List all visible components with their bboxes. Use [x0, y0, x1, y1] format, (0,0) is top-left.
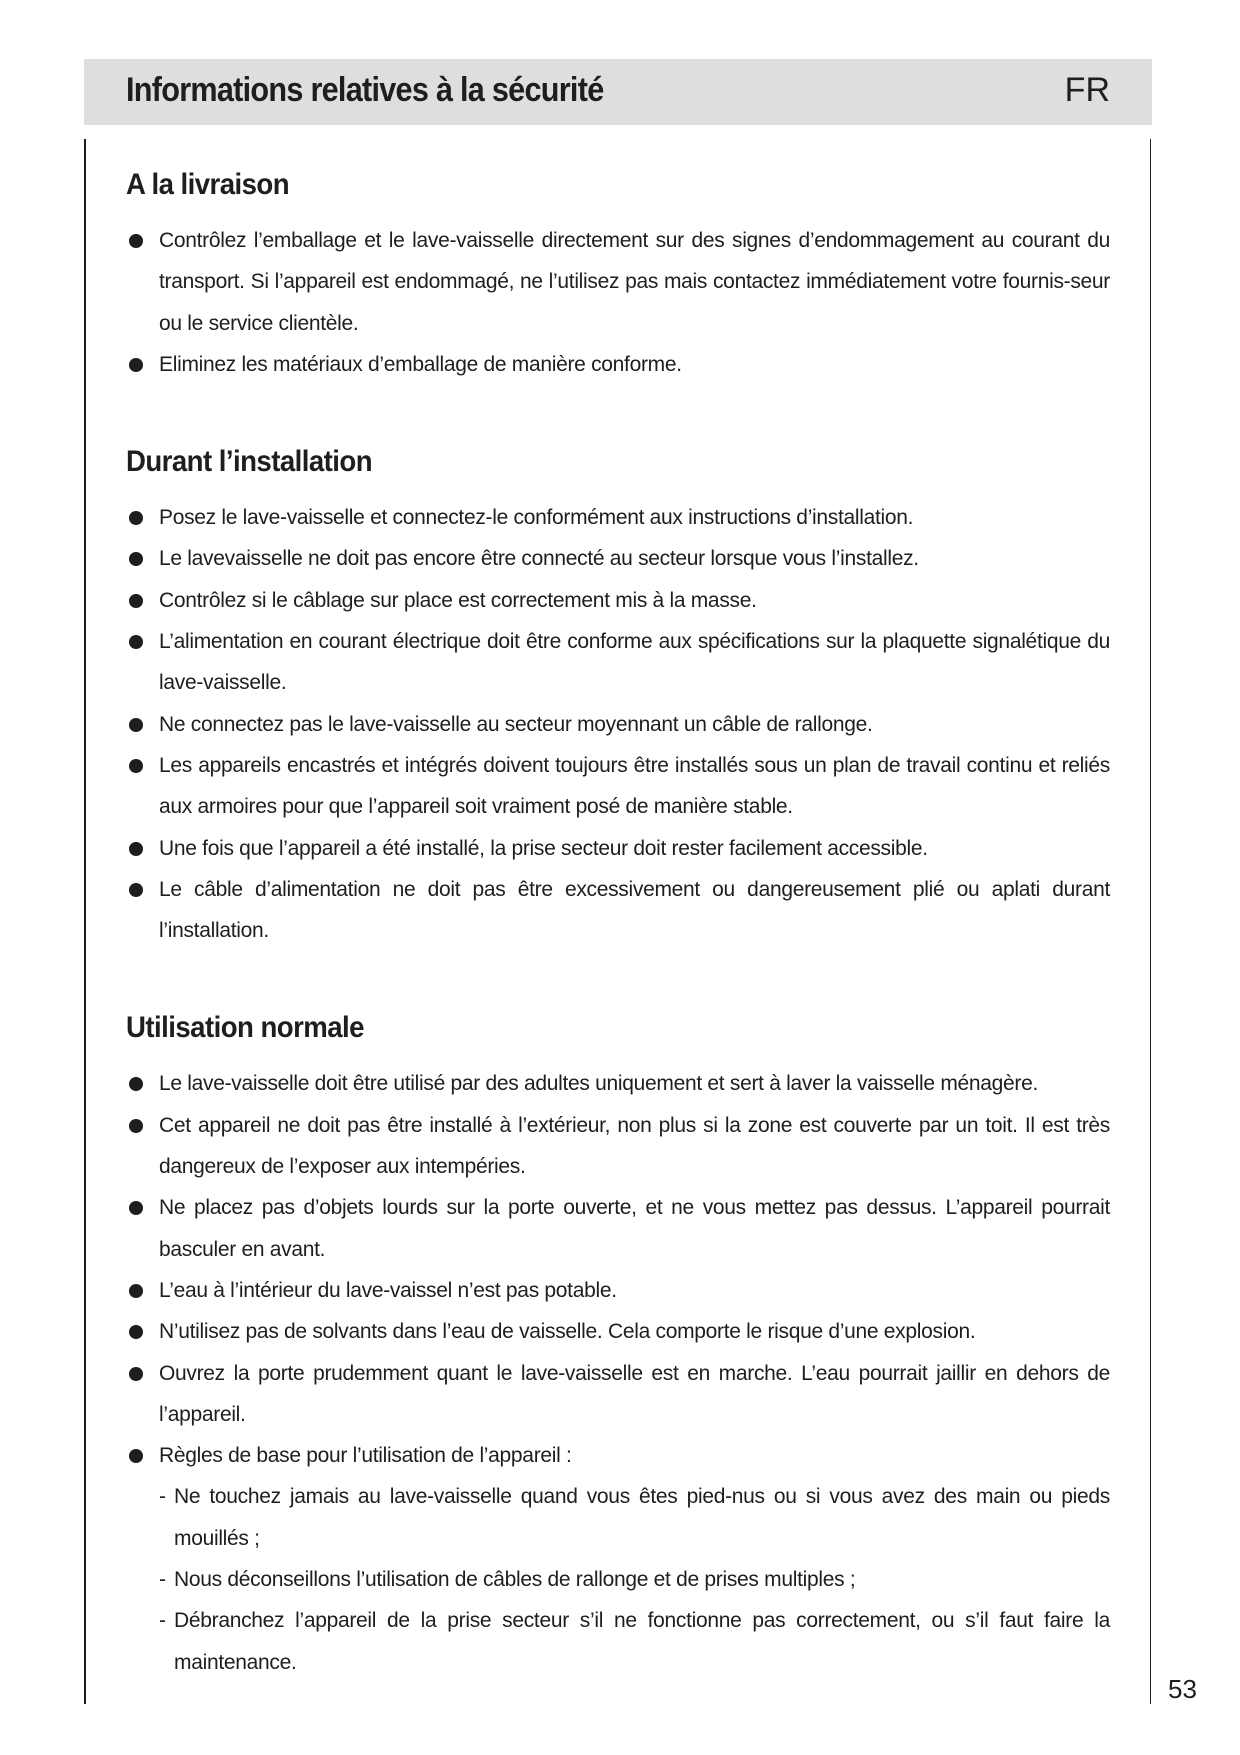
- left-margin-rule: [84, 139, 86, 1704]
- bullet-icon: [129, 1367, 143, 1381]
- language-code: FR: [1064, 71, 1110, 109]
- bullet-icon: [129, 1119, 143, 1133]
- bullet-icon: [129, 552, 143, 566]
- list-item-text: Le câble d’alimentation ne doit pas être excessivement ou dangereusement plié ou aplati durant l’installation.: [159, 877, 1110, 943]
- bullet-icon: [129, 1284, 143, 1298]
- page-header: [84, 59, 1152, 125]
- list-item: [126, 1353, 1110, 1436]
- list-item-text: N’utilisez pas de solvants dans l’eau de vaisselle. Cela comporte le risque d’une explosion.: [159, 1320, 976, 1344]
- page-content: [126, 164, 1110, 1739]
- list-item: [126, 220, 1110, 344]
- list-item-text: Contrôlez l’emballage et le lave-vaisselle directement sur des signes d’endommagement au courant du transport. Si l’appareil est endommagé, ne l’utilisez pas mais contactez immédiatement votre fournis-seur ou le service clientèle.: [159, 229, 1110, 335]
- section-normal-use: [126, 1007, 1110, 1682]
- list-item-text: Posez le lave-vaisselle et connectez-le conformément aux instructions d’installation.: [159, 506, 914, 530]
- list-item-text: Le lavevaisselle ne doit pas encore être connecté au secteur lorsque vous l’installez.: [159, 547, 919, 571]
- sub-list-item: [126, 1600, 1110, 1683]
- list-item: [126, 621, 1110, 704]
- bullet-icon: [129, 358, 143, 372]
- dash-marker: -: [159, 1485, 166, 1509]
- list-item-text: Contrôlez si le câblage sur place est correctement mis à la masse.: [159, 588, 757, 612]
- bullet-icon: [129, 842, 143, 856]
- bullet-icon: [129, 1077, 143, 1091]
- bullet-icon: [129, 1325, 143, 1339]
- list-item-text: L’alimentation en courant électrique doit être conforme aux spécifications sur la plaquette signalétique du lave-vaisselle.: [159, 630, 1110, 695]
- section-title: Durant l’installation: [126, 445, 373, 479]
- sub-list-item-text: Ne touchez jamais au lave-vaisselle quand vous êtes pied-nus ou si vous avez des main ou pieds mouillés ;: [174, 1485, 1110, 1550]
- bullet-icon: [129, 635, 143, 649]
- list-item: [126, 745, 1110, 828]
- list-item-text: Le lave-vaisselle doit être utilisé par des adultes uniquement et sert à laver la vaisselle ménagère.: [159, 1072, 1039, 1096]
- page-number: 53: [1168, 1674, 1197, 1704]
- list-item: [126, 344, 1110, 385]
- bullet-icon: [129, 511, 143, 525]
- bullet-icon: [129, 594, 143, 608]
- bullet-list: [126, 497, 1110, 951]
- section-installation: [126, 441, 1110, 951]
- section-title: Utilisation normale: [126, 1011, 364, 1045]
- list-item: [126, 538, 1110, 579]
- list-item-text: Ne placez pas d’objets lourds sur la porte ouverte, et ne vous mettez pas dessus. L’appareil pourrait basculer en avant.: [159, 1196, 1110, 1261]
- bullet-icon: [129, 1449, 143, 1463]
- right-margin-rule: [1150, 139, 1151, 1704]
- sub-list-item: [126, 1559, 1110, 1600]
- list-item: [126, 704, 1110, 745]
- bullet-icon: [129, 759, 143, 773]
- list-item-text: Ouvrez la porte prudemment quant le lave-vaisselle est en marche. L’eau pourrait jaillir en dehors de l’appareil.: [159, 1361, 1110, 1426]
- list-item: [126, 1270, 1110, 1311]
- list-item-text: Une fois que l’appareil a été installé, la prise secteur doit rester facilement accessible.: [159, 836, 928, 860]
- sub-list-item-text: Débranchez l’appareil de la prise secteur s’il ne fonctionne pas correctement, ou s’il faut faire la maintenance.: [174, 1609, 1110, 1674]
- list-item-text: Cet appareil ne doit pas être installé à l’extérieur, non plus si la zone est couverte par un toit. Il est très dangereux de l’exposer aux intempéries.: [159, 1113, 1110, 1179]
- sub-list-item: [126, 1476, 1110, 1559]
- list-item: [126, 869, 1110, 952]
- sub-list-item-text: Nous déconseillons l’utilisation de câbles de rallonge et de prises multiples ;: [174, 1568, 856, 1592]
- section-title: A la livraison: [126, 168, 290, 201]
- list-item-text: L’eau à l’intérieur du lave-vaissel n’est pas potable.: [159, 1278, 617, 1302]
- list-item-text: Ne connectez pas le lave-vaisselle au secteur moyennant un câble de rallonge.: [159, 712, 873, 736]
- bullet-icon: [129, 1201, 143, 1215]
- list-item: [126, 828, 1110, 869]
- section-delivery: [126, 164, 1110, 385]
- list-item: [126, 1105, 1110, 1188]
- bullet-icon: [129, 883, 143, 897]
- list-item-text: Les appareils encastrés et intégrés doivent toujours être installés sous un plan de travail continu et reliés aux armoires pour que l’appareil soit vraiment posé de manière stable.: [159, 753, 1110, 819]
- list-item-text: Eliminez les matériaux d’emballage de manière conforme.: [159, 352, 682, 376]
- bullet-list: [126, 220, 1110, 385]
- list-item: [126, 1063, 1110, 1104]
- list-item: [126, 497, 1110, 538]
- dash-marker: -: [159, 1609, 166, 1633]
- list-item: [126, 1187, 1110, 1270]
- sub-list: [126, 1476, 1110, 1682]
- bullet-list: [126, 1063, 1110, 1476]
- page-title: Informations relatives à la sécurité: [126, 71, 604, 109]
- list-item: [126, 580, 1110, 621]
- bullet-icon: [129, 718, 143, 732]
- dash-marker: -: [159, 1568, 166, 1592]
- list-item: [126, 1435, 1110, 1476]
- bullet-icon: [129, 234, 143, 248]
- list-item-text: Règles de base pour l’utilisation de l’appareil :: [159, 1444, 572, 1468]
- list-item: [126, 1311, 1110, 1352]
